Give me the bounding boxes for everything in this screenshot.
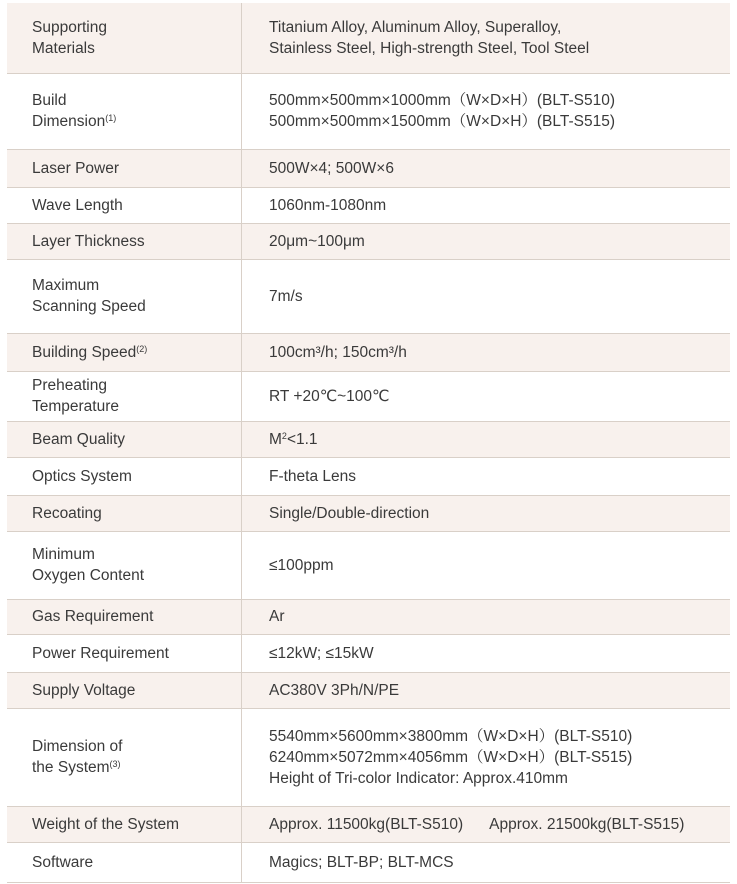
row-value: Magics; BLT-BP; BLT-MCS [242,842,731,882]
row-value: 1060nm-1080nm [242,187,731,223]
row-value: ≤100ppm [242,531,731,599]
row-label: Power Requirement [7,634,242,672]
row-value [242,708,731,806]
table-row [7,259,730,333]
table-row [7,708,730,806]
row-label: Beam Quality [7,421,242,457]
label-line: Build [32,92,67,109]
row-label: Software [7,842,242,882]
row-value: Single/Double-direction [242,495,731,531]
value-line: Height of Tri-color Indicator: Approx.410mm [269,769,568,787]
row-label [7,259,242,333]
row-label: Laser Power [7,149,242,187]
row-value: 100cm³/h; 150cm³/h [242,333,731,371]
label-line: Scanning Speed [32,298,146,315]
row-label [7,371,242,421]
row-value: 7m/s [242,259,731,333]
row-label [7,73,242,149]
row-label: Supply Voltage [7,672,242,708]
table-row [7,634,730,672]
footnote-marker: (1) [105,113,117,123]
table-row [7,223,730,259]
table-row [7,149,730,187]
row-label [7,333,242,371]
row-value [242,3,731,73]
row-label: Gas Requirement [7,599,242,634]
value-line: Stainless Steel, High-strength Steel, Tool Steel [269,39,590,57]
label-line: Dimension of [32,738,123,755]
table-row [7,3,730,73]
specifications-table [7,3,730,883]
row-value [242,806,731,842]
table-row [7,421,730,457]
table-row [7,333,730,371]
table-row [7,495,730,531]
value-text: M [269,430,282,448]
label-line: Minimum [32,546,95,563]
row-label [7,708,242,806]
value-line: 6240mm×5072mm×4056mm（W×D×H）(BLT-S515) [269,748,633,766]
row-value: F-theta Lens [242,457,731,495]
table-row [7,187,730,223]
label-line: Temperature [32,398,120,415]
row-value: AC380V 3Ph/N/PE [242,672,731,708]
table-row [7,531,730,599]
row-value: ≤12kW; ≤15kW [242,634,731,672]
row-value: Ar [242,599,731,634]
row-value [242,421,731,457]
footnote-marker: (3) [109,759,121,769]
table-row [7,842,730,882]
footnote-marker: (2) [136,343,148,354]
row-label: Layer Thickness [7,223,242,259]
table-row [7,371,730,421]
value-line: 500mm×500mm×1500mm（W×D×H）(BLT-S515) [269,113,616,130]
row-value: 500W×4; 500W×6 [242,149,731,187]
label-line: Oxygen Content [32,567,145,584]
row-value [242,73,731,149]
superscript: 2 [281,430,287,441]
row-label: Weight of the System [7,806,242,842]
label-line: Dimension [32,113,106,130]
label-line: Preheating [32,377,107,394]
label-line: Materials [32,39,95,57]
value-text: Approx. 21500kg(BLT-S515) [489,815,685,833]
table-row [7,806,730,842]
label-line: the System [32,759,110,776]
row-label [7,3,242,73]
label-text: Building Speed [32,343,137,361]
value-text: Approx. 11500kg(BLT-S510) [269,815,464,833]
table-row [7,73,730,149]
row-label [7,531,242,599]
value-line: Titanium Alloy, Aluminum Alloy, Superalloy, [269,18,562,36]
table-row [7,457,730,495]
row-label: Optics System [7,457,242,495]
row-label: Recoating [7,495,242,531]
label-line: Supporting [32,18,107,36]
value-line: 500mm×500mm×1000mm（W×D×H）(BLT-S510) [269,92,616,109]
value-text: <1.1 [286,430,318,448]
row-value: RT +20℃~100℃ [242,371,731,421]
row-value: 20μm~100μm [242,223,731,259]
table-row [7,672,730,708]
row-label: Wave Length [7,187,242,223]
table-row [7,599,730,634]
label-line: Maximum [32,277,100,294]
value-line: 5540mm×5600mm×3800mm（W×D×H）(BLT-S510) [269,727,633,745]
